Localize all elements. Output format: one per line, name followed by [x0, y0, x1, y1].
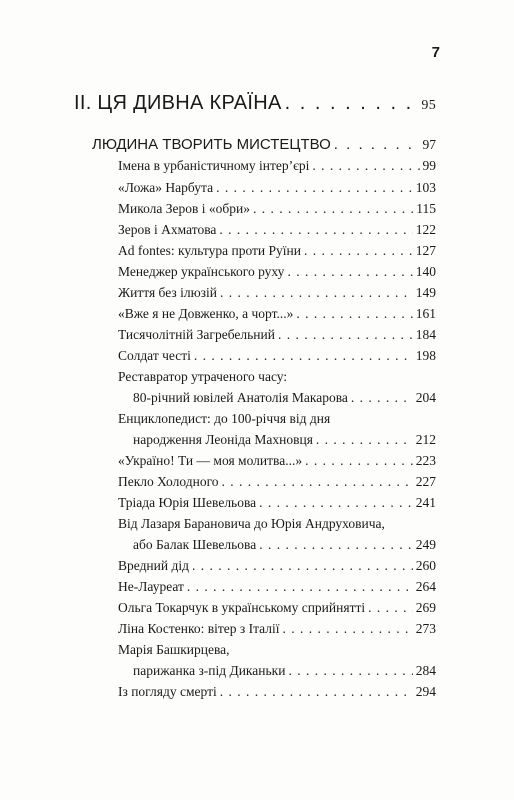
dot-leader [316, 432, 413, 448]
entry-page: 260 [415, 558, 436, 573]
entry-title: Ad fontes: культура проти Руїни [118, 243, 301, 258]
section-title: II. ЦЯ ДИВНА КРАЇНА [74, 92, 282, 114]
entry-title: Микола Зеров і «обри» [118, 201, 251, 216]
entry-title: 80-річний ювілей Анатолія Макарова [133, 390, 348, 405]
subsection-page: 97 [422, 137, 436, 152]
entry-title: або Балак Шевельова [133, 537, 257, 552]
toc-entry [118, 579, 436, 595]
entry-page: 264 [415, 579, 436, 594]
dot-leader [222, 474, 413, 490]
toc-entry [118, 495, 436, 511]
entry-title: Енциклопедист: до 100-річчя від дня [118, 411, 331, 426]
entry-title: Тисячолітній Загребельний [118, 327, 275, 342]
toc-entry [118, 411, 436, 427]
dot-leader [312, 158, 419, 174]
entry-title: Не-Лауреат [118, 579, 184, 594]
entry-title: Зеров і Ахматова [118, 222, 217, 237]
entry-page: 284 [415, 663, 436, 678]
entry-title: Життя без ілюзій [118, 285, 217, 300]
dot-leader [288, 663, 412, 679]
entry-page: 140 [415, 264, 436, 279]
toc-entry [118, 306, 436, 322]
section-page: 95 [421, 98, 436, 113]
entry-page: 115 [416, 201, 436, 216]
dot-leader [305, 453, 413, 469]
dot-leader [220, 285, 413, 301]
toc-entry [118, 558, 436, 574]
entry-page: 241 [415, 495, 436, 510]
entry-title: Ліна Костенко: вітер з Італії [118, 621, 280, 636]
dot-leader [220, 684, 413, 700]
dot-leader [187, 579, 413, 595]
dot-leader [259, 495, 413, 511]
entry-title: Вредний дід [118, 558, 189, 573]
dot-leader [192, 558, 413, 574]
entry-page: 149 [415, 285, 436, 300]
entry-title: Із погляду смерті [118, 684, 217, 699]
entry-title: Ольга Токарчук в українському сприйнятті [118, 600, 366, 615]
dot-leader [219, 222, 412, 238]
entry-title: Пекло Холодного [118, 474, 219, 489]
entry-title: Реставратор утраченого часу: [118, 369, 288, 384]
entry-title: парижанка з-під Диканьки [133, 663, 286, 678]
toc-entry [118, 180, 436, 196]
entry-title: народження Леоніда Махновця [133, 432, 313, 447]
entry-page: 103 [415, 180, 436, 195]
entry-page: 127 [415, 243, 436, 258]
dot-leader [351, 390, 413, 406]
entry-page: 294 [415, 684, 436, 699]
entry-page: 122 [415, 222, 436, 237]
entry-title: Марія Башкирцева, [118, 642, 230, 657]
dot-leader [194, 348, 413, 364]
toc-entry [118, 516, 436, 532]
dot-leader [334, 136, 420, 153]
dot-leader [304, 243, 413, 259]
entry-title: «Ложа» Нарбута [118, 180, 214, 195]
toc-section-heading [74, 92, 436, 115]
dot-leader [368, 600, 413, 616]
toc-entry [118, 264, 436, 280]
dot-leader [285, 92, 419, 115]
dot-leader [296, 306, 412, 322]
toc-entry [118, 453, 436, 469]
entry-page: 227 [415, 474, 436, 489]
dot-leader [283, 621, 413, 637]
toc-entry-continuation [133, 390, 436, 406]
toc-entry-continuation [133, 663, 436, 679]
toc-entry [118, 369, 436, 385]
page-number: 7 [431, 44, 440, 61]
toc-entry [118, 642, 436, 658]
toc-entry [118, 243, 436, 259]
entry-title: Менеджер українського руху [118, 264, 285, 279]
entry-page: 212 [415, 432, 436, 447]
entry-page: 249 [415, 537, 436, 552]
subsection-title: ЛЮДИНА ТВОРИТЬ МИСТЕЦТВО [92, 136, 331, 153]
dot-leader [287, 264, 412, 280]
toc-entry [118, 158, 436, 174]
toc-subsection-heading [92, 136, 436, 153]
dot-leader [216, 180, 413, 196]
toc-entry [118, 600, 436, 616]
entry-page: 184 [415, 327, 436, 342]
toc-entry [118, 684, 436, 700]
entry-title: Від Лазаря Барановича до Юрія Андруховича, [118, 516, 385, 531]
entry-title: «Україно! Ти — моя молитва...» [118, 453, 303, 468]
entry-page: 99 [422, 158, 436, 173]
entry-title: Імена в урбаністичному інтер’єрі [118, 158, 310, 173]
entry-page: 161 [415, 306, 436, 321]
entry-page: 269 [415, 600, 436, 615]
toc-entry-continuation [133, 432, 436, 448]
entry-page: 273 [415, 621, 436, 636]
toc-entry [118, 327, 436, 343]
entry-title: «Вже я не Довженко, а чорт...» [118, 306, 294, 321]
toc-entry [118, 348, 436, 364]
toc-entry-continuation [133, 537, 436, 553]
entry-page: 223 [415, 453, 436, 468]
entry-page: 198 [415, 348, 436, 363]
dot-leader [259, 537, 413, 553]
dot-leader [278, 327, 413, 343]
toc-entry [118, 222, 436, 238]
entry-page: 204 [415, 390, 436, 405]
toc-entry [118, 285, 436, 301]
toc-entry [118, 621, 436, 637]
toc-entry [118, 201, 436, 217]
toc-entry [118, 474, 436, 490]
entry-title: Солдат честі [118, 348, 191, 363]
entry-title: Тріада Юрія Шевельова [118, 495, 257, 510]
dot-leader [253, 201, 413, 217]
